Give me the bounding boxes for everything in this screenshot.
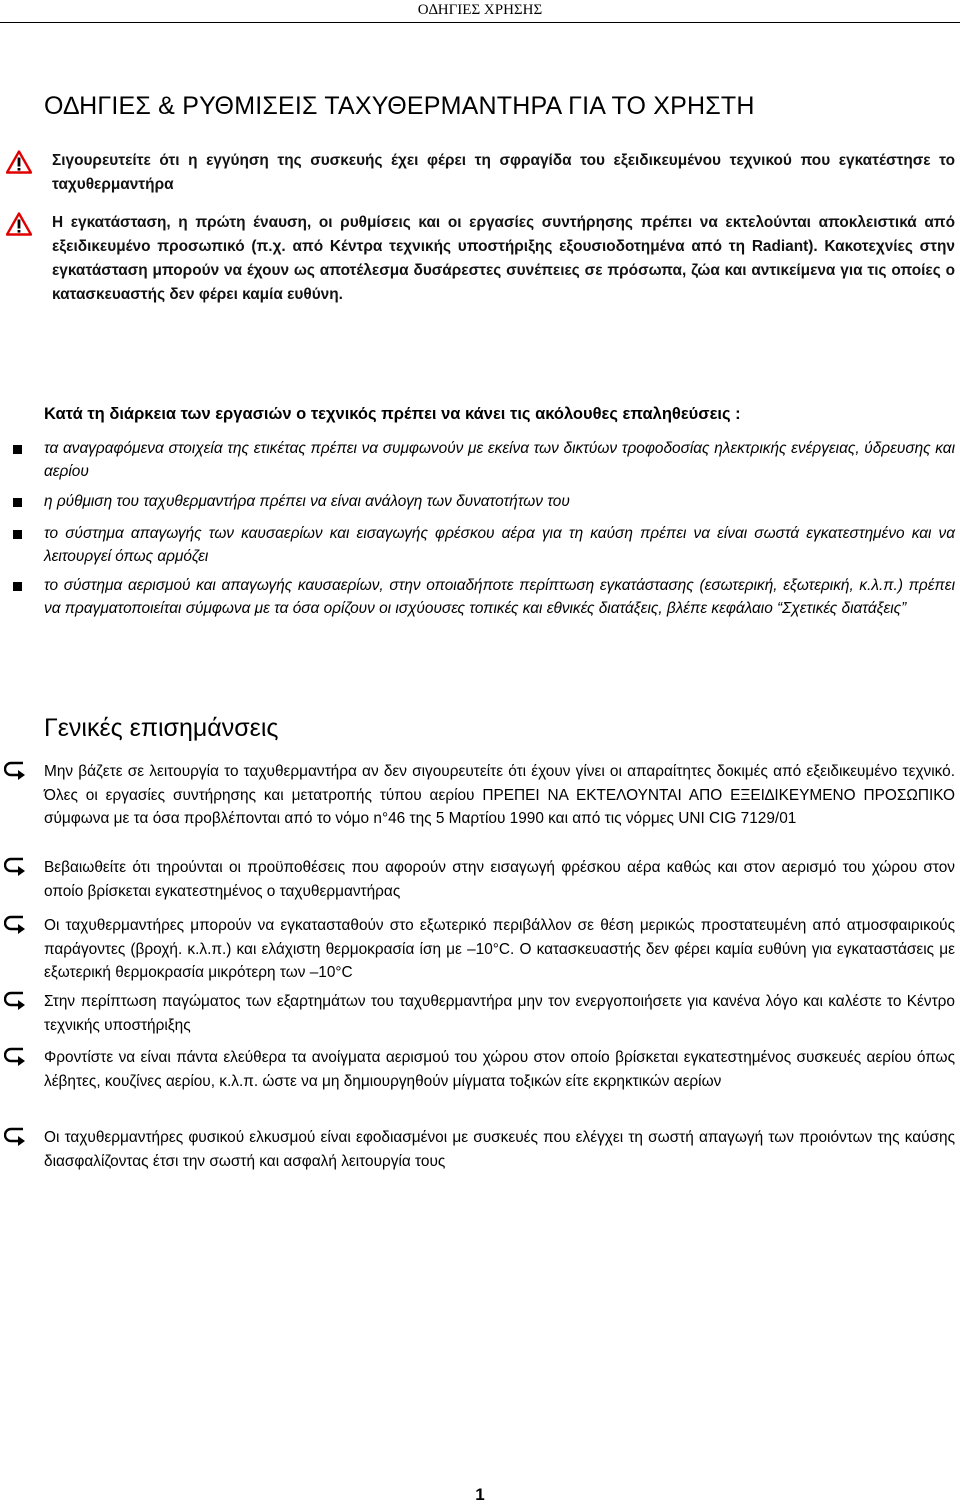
check-item	[0, 522, 960, 568]
general-note	[0, 1126, 960, 1173]
check-item	[0, 574, 960, 620]
warning-text: Η εγκατάσταση, η πρώτη έναυση, οι ρυθμίσεις και οι εργασίες συντήρησης πρέπει να εκτελούνται αποκλειστικά από εξειδικευμένο προσωπικό (π.χ. από Κέντρα τεχνικής υποστήριξης εξουσιοδοτημένα από τη Radiant). Κακοτεχνίες στην εγκατάσταση μπορούν να έχουν ως αποτέλεσμα δυσάρεστες συνέπειες σε πρόσωπα, ζώα και αντικείμενα για τις οποίες ο κατασκευαστής δεν φέρει καμία ευθύνη.	[52, 214, 955, 303]
check-item-text: το σύστημα απαγωγής των καυσαερίων και εισαγωγής φρέσκου αέρα για τη καύση πρέπει να είναι σωστά εγκατεστημένο και να λειτουργεί όπως αρμόζει	[44, 525, 955, 565]
check-item	[0, 437, 960, 483]
checks-heading: Κατά τη διάρκεια των εργασιών ο τεχνικός πρέπει να κάνει τις ακόλουθες επαληθεύσεις :	[44, 405, 741, 423]
general-note-text: Οι ταχυθερμαντήρες μπορούν να εγκατασταθούν στο εξωτερικό περιβάλλον σε θέση μερικώς προστατευμένη από ατμοσφαιρικούς παράγοντες (βροχή. κ.λ.π.) και ελάχιστη θερμοκρασία ίση με –10°C. Ο κατασκευαστής δεν φέρει καμία ευθύνη για εγκαταστάσεις με εξωτερική θερμοκρασία μικρότερη των –10°C	[44, 917, 955, 981]
warning-triangle-icon	[6, 212, 32, 236]
general-note-text: Βεβαιωθείτε ότι τηρούνται οι προϋποθέσεις που αφορούν στην εισαγωγή φρέσκου αέρα καθώς και στον αερισμό του χώρου στον οποίο βρίσκεται εγκατεστημένος ο ταχυθερμαντήρας	[44, 859, 955, 900]
hook-arrow-icon	[4, 990, 26, 1012]
bullet-square-icon	[13, 530, 22, 539]
general-note-text: Οι ταχυθερμαντήρες φυσικού ελκυσμού είναι εφοδιασμένοι με συσκευές που ελέγχει τη σωστή απαγωγή των προιόντων της καύσης διασφαλίζοντας έτσι την σωστή και ασφαλή λειτουργία τους	[44, 1129, 955, 1170]
bullet-square-icon	[13, 582, 22, 591]
general-note-text: Μην βάζετε σε λειτουργία το ταχυθερμαντήρα αν δεν σιγουρευτείτε ότι έχουν γίνει οι απαραίτητες δοκιμές από εξειδικευμένο τεχνικό. Όλες οι εργασίες συντήρησης και μετατροπής τύπου αερίου ΠΡΕΠΕΙ ΝΑ ΕΚΤΕΛΟΥΝΤΑΙ ΑΠΟ ΕΞΕΙ∆ΙΚΕΥΜΕΝΟ ΠΡΟΣΩΠΙΚΟ σύμφωνα με τα όσα προβλέπονται από το νόμο n°46 της 5 Μαρτίου 1990 και από τις νόρμες UNI CIG 7129/01	[44, 763, 955, 827]
warning-block	[0, 149, 960, 197]
page-title: Ο∆ΗΓΙΕΣ & ΡΥΘΜΙΣΕΙΣ ΤΑΧΥΘΕΡΜΑΝΤΗΡΑ ΓΙΑ ΤΟ ΧΡΗΣΤΗ	[44, 92, 755, 120]
general-note	[0, 990, 960, 1037]
general-note	[0, 856, 960, 903]
general-note-text: Στην περίπτωση παγώματος των εξαρτημάτων του ταχυθερμαντήρα μην τον ενεργοποιήσετε για κανένα λόγο και καλέστε το Κέντρο τεχνικής υποστήριξης	[44, 993, 955, 1034]
check-item-text: η ρύθμιση του ταχυθερμαντήρα πρέπει να είναι ανάλογη των δυνατοτήτων του	[44, 493, 570, 510]
running-header-title: Ο∆ΗΓΙΕΣ ΧΡΗΣΗΣ	[417, 2, 543, 18]
general-note-text: Φροντίστε να είναι πάντα ελεύθερα τα ανοίγματα αερισμού του χώρου στον οποίο βρίσκεται εγκατεστημένος συσκευές αερίου όπως λέβητες, κουζίνες αερίου, κ.λ.π. ώστε να μη δημιουργηθούν μίγματα τοξικών είτε εκρηκτικών αερίων	[44, 1049, 955, 1090]
page-number: 1	[475, 1485, 485, 1504]
hook-arrow-icon	[4, 1126, 26, 1148]
warning-text: Σιγουρευτείτε ότι η εγγύηση της συσκευής έχει φέρει τη σφραγίδα του εξειδικευμένου τεχνικού που εγκατέστησε το ταχυθερμαντήρα	[52, 152, 955, 193]
warning-block	[0, 211, 960, 307]
bullet-square-icon	[13, 498, 22, 507]
general-note	[0, 1046, 960, 1093]
check-item-text: το σύστημα αερισμού και απαγωγής καυσαερίων, στην οποιαδήποτε περίπτωση εγκατάστασης (εσωτερική, εξωτερική, κ.λ.π.) πρέπει να πραγματοποιείται σύμφωνα με τα όσα ορίζουν οι ισχύουσες τοπικές και εθνικές διατάξεις, βλέπε κεφάλαιο “Σχετικές διατάξεις”	[44, 577, 955, 617]
hook-arrow-icon	[4, 914, 26, 936]
section-title: Γενικές επισημάνσεις	[44, 714, 279, 742]
bullet-square-icon	[13, 445, 22, 454]
general-note	[0, 760, 960, 831]
check-item	[0, 490, 960, 513]
hook-arrow-icon	[4, 856, 26, 878]
warning-triangle-icon	[6, 150, 32, 174]
hook-arrow-icon	[4, 1046, 26, 1068]
check-item-text: τα αναγραφόμενα στοιχεία της ετικέτας πρέπει να συμφωνούν με εκείνα των δικτύων τροφοδοσίας ηλεκτρικής ενέργειας, ύδρευσης και αερίου	[44, 440, 955, 480]
general-note	[0, 914, 960, 985]
running-header	[0, 0, 960, 23]
hook-arrow-icon	[4, 760, 26, 782]
